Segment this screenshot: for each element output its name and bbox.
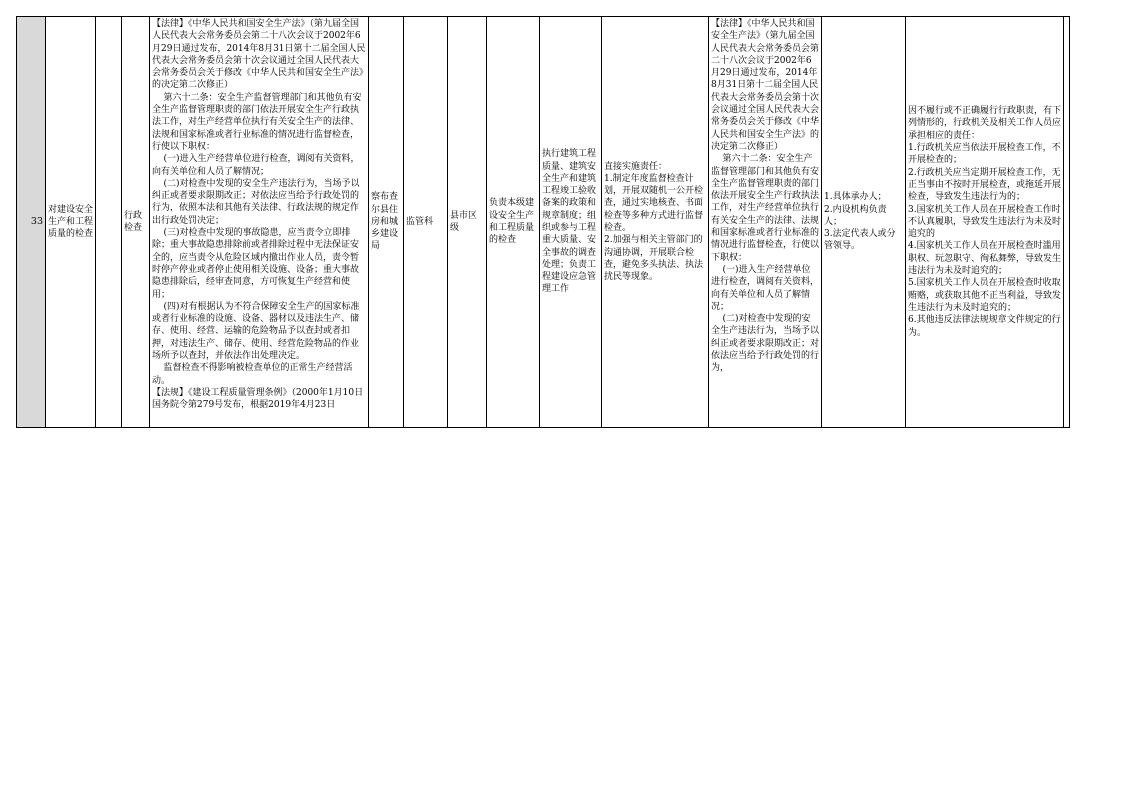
- row-number-cell: 33: [17, 17, 46, 428]
- category-cell: 行政检查: [122, 17, 150, 428]
- legal-basis-cell: 【法律】《中华人民共和国安全生产法》（第九届全国人民代表大会常务委员会第二十八次会议于2002年6月29日通过发布，2014年8月31日第十二届全国人民代表大会常务委员会第十次会议通过全国人民代表大会常务委员会关于修改《中华人民共和国安全生产法》的决定第二次修正） 第六十二条：安全生产监督管理部门和其他负有安全生产监督管理职责的部门依法开展安全生产行政执法工作，对生产经营单位执行有关安全生产的法律、法规和国家标准或者行业标准的情况进行监督检查，行使以下职权： (一)进入生产经营单位进行检查，调阅有关资料，向有关单位和人员了解情况； (二)对检查中发现的安全生产违法行为，当场予以纠正或者要求限期改正；对依法应当给予行政处罚的行为，依照本法和其他有关法律、行政法规的规定作出行政处罚决定； (三)对检查中发现的事故隐患，应当责令立即排除；重大事故隐患排除前或者排除过程中无法保证安全的，应当责令从危险区域内撤出作业人员，责令暂时停产停业或者停止使用相关设施、设备；重大事故隐患排除后，经审查同意，方可恢复生产经营和使用； (四)对有根据认为不符合保障安全生产的国家标准或者行业标准的设施、设备、器材以及违法生产、储存、使用、经营、运输的危险物品予以查封或者扣押，对违法生产、储存、使用、经营危险物品的作业场所予以查封，并依法作出处理决定。 监督检查不得影响被检查单位的正常生产经营活动。 【法规】《建设工程质量管理条例》（2000年1月10日国务院令第279号发布，根据2019年4月23日: [150, 17, 369, 428]
- accountability-cell: 因不履行或不正确履行行政职责，有下列情形的，行政机关及相关工作人员应承担相应的责任： 1.行政机关应当依法开展检查工作，不开展检查的； 2.行政机关应当定期开展检查工作，无正当事由不按时开展检查，或拖延开展检查，导致发生违法行为的； 3.国家机关工作人员在开展检查工作时不认真履职，导致发生违法行为未及时追究的 4.国家机关工作人员在开展检查时滥用职权、玩忽职守、徇私舞弊，导致发生违法行为未及时追究的； 5.国家机关工作人员在开展检查时收取贿赂，或获取其他不正当利益，导致发生违法行为未及时追究的； 6.其他违反法律法规规章文件规定的行为。: [906, 17, 1064, 428]
- duty-content-cell: 执行建筑工程质量、建筑安全生产和建筑工程竣工验收备案的政策和规章制度；组织或参与工程重大质量、安全事故的调查处理；负责工程建设应急管理工作: [540, 17, 602, 428]
- implementation-duty-cell: 直接实施责任： 1.制定年度监督检查计划，开展双随机一公开检查，通过实地核查、书面检查等多种方式进行监督检查。 2.加强与相关主管部门的沟通协调，开展联合检查，避免多头执法、执法扰民等现象。: [602, 17, 709, 428]
- responsibility-bearer-cell: 1.具体承办人； 2.内设机构负责人； 3.法定代表人或分管领导。: [822, 17, 906, 428]
- responsibility-cell: 负责本级建设安全生产和工程质量的检查: [487, 17, 540, 428]
- remark-cell: [1064, 17, 1070, 428]
- table-row: [17, 17, 1070, 428]
- level-cell: 县市区级: [448, 17, 487, 428]
- department-cell: 察布查尔县住房和城乡建设局: [369, 17, 404, 428]
- office-cell: 监管科: [404, 17, 448, 428]
- item-name-cell: 对建设安全生产和工程质量的检查: [46, 17, 96, 428]
- duty-basis-cell: 【法律】《中华人民共和国安全生产法》（第九届全国人民代表大会常务委员会第二十八次会议于2002年6月29日通过发布，2014年8月31日第十二届全国人民代表大会常务委员会第十次会议通过全国人民代表大会常务委员会关于修改《中华人民共和国安全生产法》的决定第二次修正） 第六十二条：安全生产监督管理部门和其他负有安全生产监督管理职责的部门依法开展安全生产行政执法工作，对生产经营单位执行有关安全生产的法律、法规和国家标准或者行业标准的情况进行监督检查，行使以下职权： (一)进入生产经营单位进行检查，调阅有关资料，向有关单位和人员了解情况； (二)对检查中发现的安全生产违法行为，当场予以纠正或者要求限期改正；对依法应当给予行政处罚的行为，: [709, 17, 822, 428]
- power-list-table: [16, 16, 1070, 428]
- empty-cell: [96, 17, 122, 428]
